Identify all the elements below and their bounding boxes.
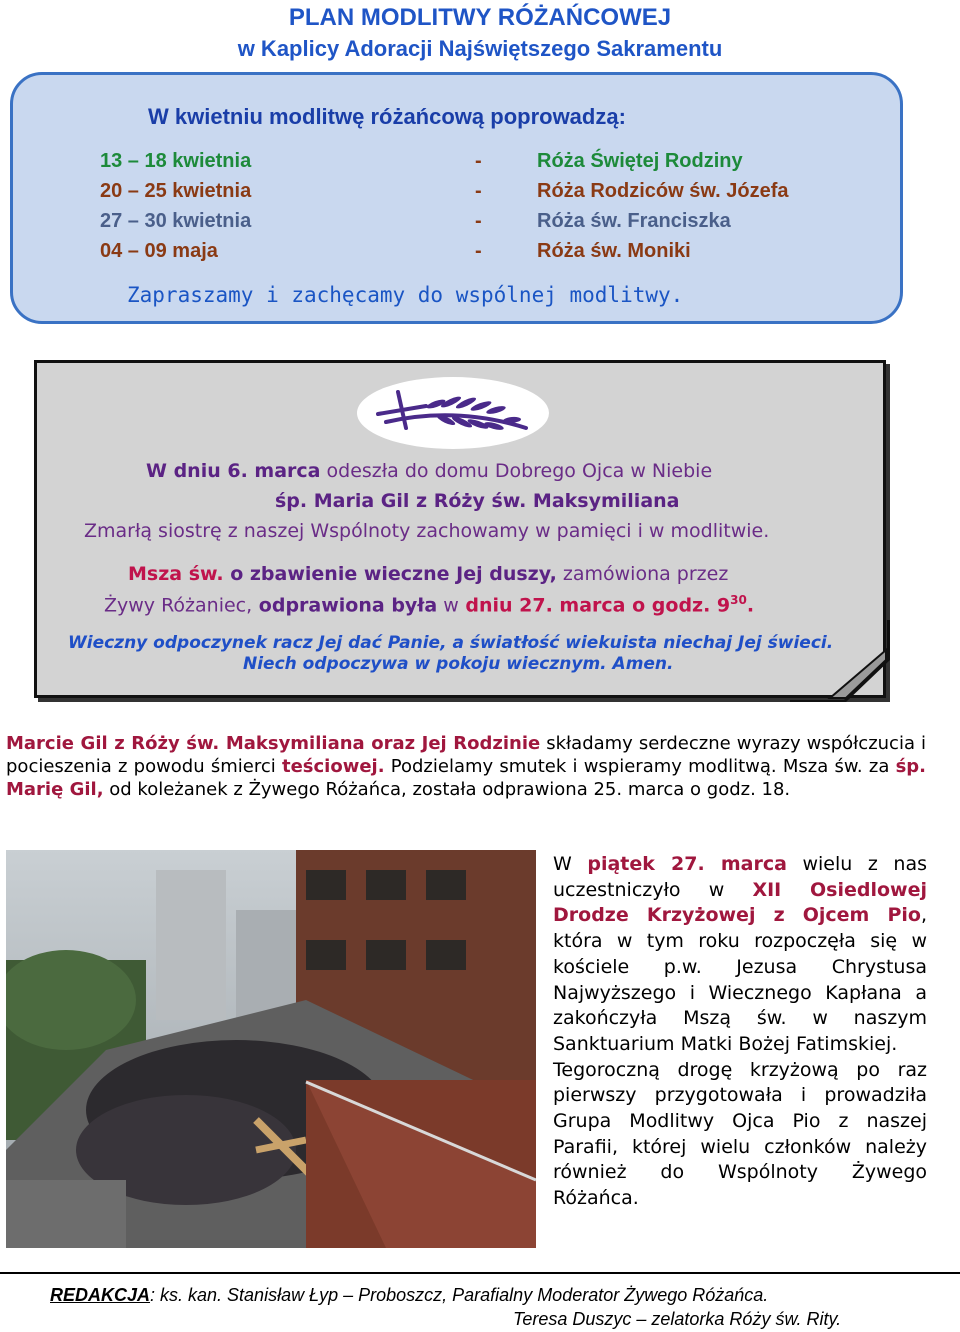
prayer-line-1: Wieczny odpoczynek racz Jej dać Panie, a światłość wiekuista niechaj Jej świeci. — [68, 633, 834, 653]
way-of-cross-article — [553, 852, 927, 1212]
footer-label: REDAKCJA — [50, 1285, 151, 1305]
condolence-deceased: Marię Gil, — [6, 779, 104, 800]
plan-row-dash: - — [475, 240, 482, 262]
plan-row-dash: - — [475, 210, 482, 232]
article-date: piątek 27. — [587, 853, 705, 875]
condolence-text-3: od koleżanek z Żywego Różańca, została odprawiona 25. marca o godz. 18. — [103, 779, 791, 800]
plan-row-group: Róża św. Franciszka — [537, 210, 731, 232]
article-text-2: , która w tym roku rozpoczęła się w kościele p.w. Jezusa Chrystusa Najwyższego i Wiecznego Kapłana a zakończyła Mszą św. w naszym Sanktuarium Matki Bożej Fatimskiej. — [553, 904, 927, 1055]
memorial-line-1 — [146, 460, 712, 482]
memorial-line-5 — [104, 593, 754, 616]
mass-ordered: zamówiona przez — [556, 563, 729, 585]
condolence-family: Maksymiliana oraz Jej Rodzinie — [219, 733, 541, 754]
plan-row-dates: 27 – 30 kwietnia — [100, 210, 252, 232]
memorial-text: odeszła do domu Dobrego Ojca w Niebie — [320, 460, 713, 482]
mass-intention: o zbawienie wieczne Jej duszy, — [223, 563, 557, 585]
plan-row-dates: 20 – 25 kwietnia — [100, 180, 252, 202]
article-event: XII Osiedlowej Drodze Krzyżowej z Ojcem Pio — [553, 878, 927, 927]
article-intro: W — [553, 853, 588, 875]
footer-divider — [0, 1272, 960, 1274]
plan-row-dates: 13 – 18 kwietnia — [100, 150, 252, 172]
condolence-text-2: Podzielamy smutek i wspieramy modlitwą. Msza św. za — [384, 756, 896, 777]
mass-in: w — [437, 594, 459, 617]
footer-line-2: Teresa Duszyc – zelatorka Róży św. Rity. — [513, 1309, 842, 1329]
memorial-line-3: Zmarłą siostrę z naszej Wspólnoty zachowamy w pamięci i w modlitwie. — [84, 520, 770, 542]
living-rosary: Żywy Różaniec, — [104, 594, 253, 617]
plan-row-group: Róża Świętej Rodziny — [537, 150, 743, 172]
condolence-text: składamy serdeczne wyrazy współczucia i pocieszenia z powodu śmierci — [6, 733, 926, 777]
deceased-rose: Maksymiliana — [526, 490, 680, 512]
article-text: wielu z nas uczestniczyło w — [553, 853, 927, 901]
prayer-line-2: Niech odpoczywa w pokoju wiecznym. Amen. — [243, 654, 674, 674]
footer-editor: : ks. kan. Stanisław Łyp – Proboszcz, Parafialny Moderator Żywego Różańca. — [150, 1285, 769, 1305]
deceased-name: śp. Maria Gil z Róży św. — [275, 490, 527, 512]
mass-label: Msza św. — [128, 563, 224, 585]
plan-row-group-sans: Róża Rodziców św. Józefa — [537, 180, 789, 202]
article-paragraph-2: Tegoroczną drogę krzyżową po raz pierwszy przygotowała i prowadziła Grupa Modlitwy Ojca Pio z naszej Parafii, której wielu członków należy również do Wspólnoty Żywego Różańca. — [553, 1058, 927, 1210]
mass-end: . — [746, 594, 755, 617]
plan-row-dash: - — [475, 180, 482, 202]
mass-date: dniu 27. marca o godz. 9 — [458, 594, 731, 617]
plan-row-dates: 04 – 09 maja — [100, 240, 218, 262]
memorial-line-4 — [128, 563, 728, 585]
plan-heading: W kwietniu modlitwę różańcową poprowadzą: — [148, 104, 626, 129]
way-of-cross-photo — [6, 850, 536, 1248]
mass-held: odprawiona była — [252, 594, 438, 617]
condolence-relation: teściowej. — [281, 756, 385, 777]
mass-minutes: 30 — [730, 593, 747, 607]
plan-row-dash: - — [475, 150, 482, 172]
condolence-sp: śp. — [895, 756, 927, 777]
condolence-name: Marcie Gil z Róży św. — [6, 733, 220, 754]
page-subtitle: w Kaplicy Adoracji Najświętszego Sakramentu — [237, 36, 723, 61]
memorial-date: W dniu 6. marca — [146, 460, 321, 482]
article-month: marca — [704, 853, 787, 875]
plan-invitation: Zapraszamy i zachęcamy do wspólnej modlitwy. — [127, 283, 684, 307]
cross-palm-icon — [356, 376, 550, 450]
plan-row-group — [537, 180, 789, 203]
condolence-paragraph — [6, 732, 926, 801]
page-title: PLAN MODLITWY RÓŻAŃCOWEJ — [288, 4, 672, 31]
plan-row-group: Róża św. Moniki — [537, 240, 691, 262]
memorial-line-2 — [275, 490, 680, 512]
footer-line-1 — [50, 1285, 768, 1306]
